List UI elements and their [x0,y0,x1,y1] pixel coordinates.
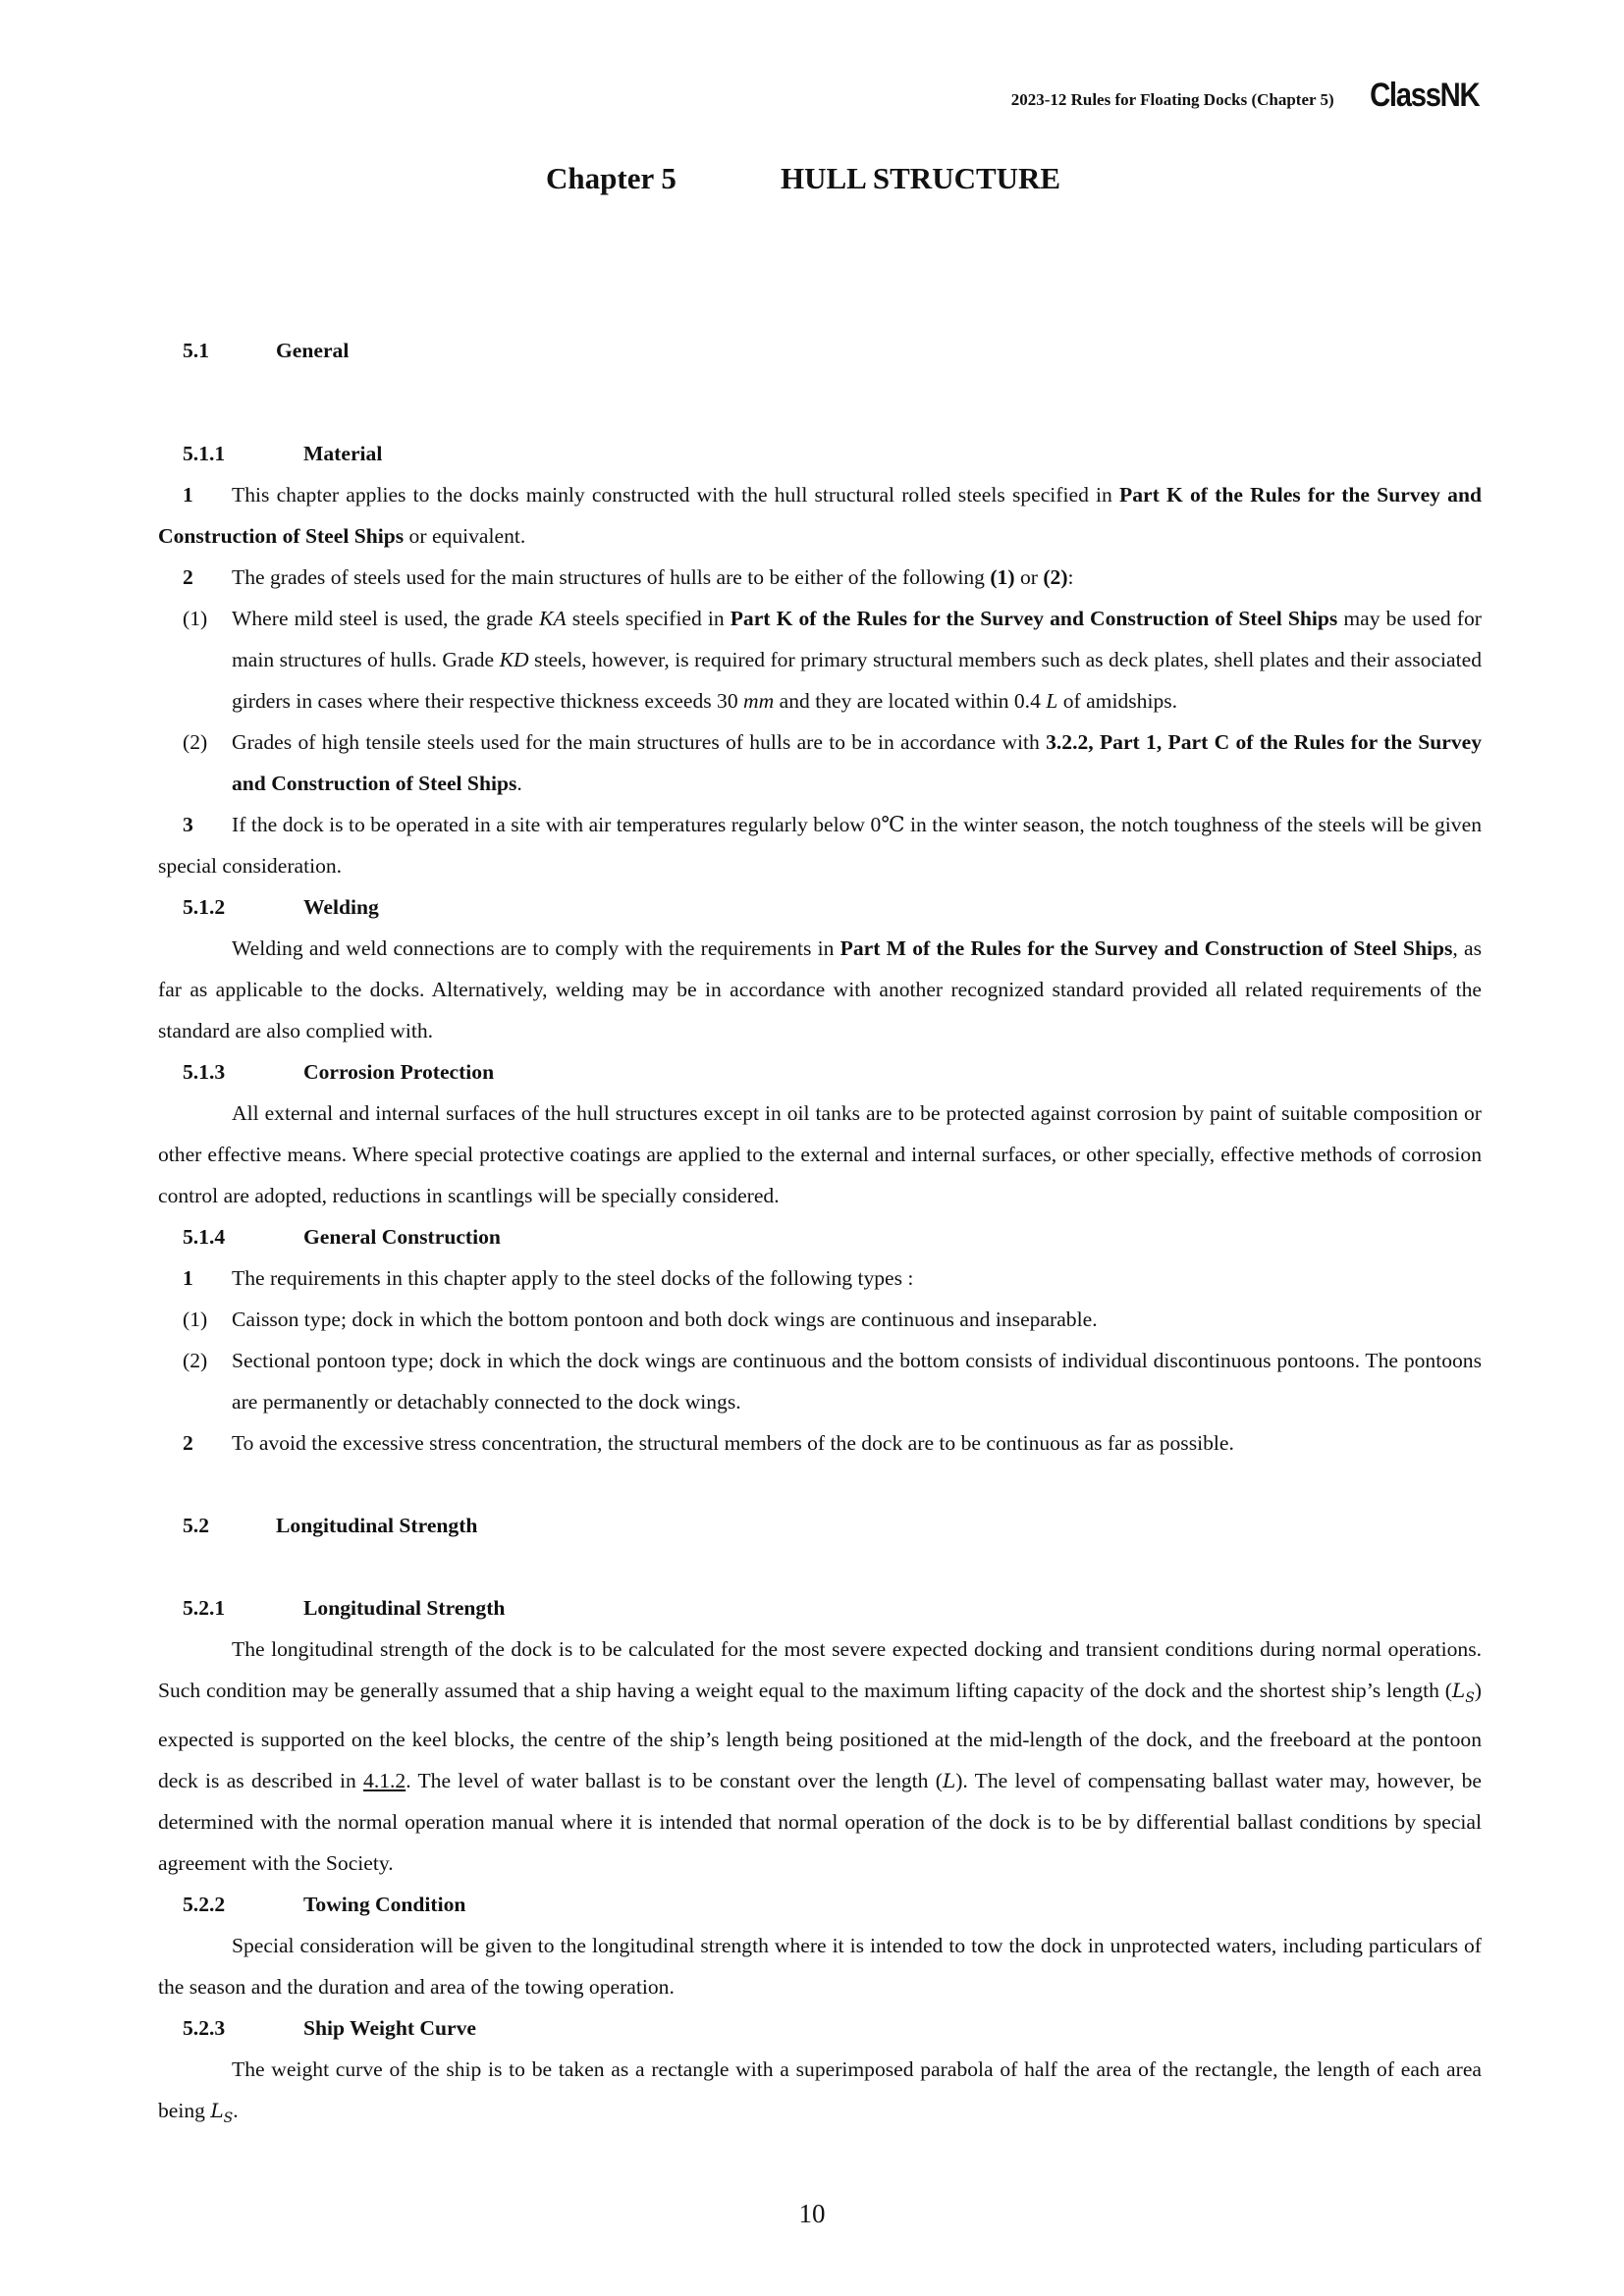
item-5-1-1-2-2: (2) Grades of high tensile steels used for the main structures of hulls are to be in accordance with 3.2.2, Part 1, Part C of the Rules for the Survey and Construction of Steel Ships. [183,730,1482,795]
paragraph-5-1-1-3: 3 If the dock is to be operated in a site with air temperatures regularly below 0℃ in the winter season, the notch toughness of the steels will be given special consideration. [158,813,1482,878]
paragraph-5-1-2: Welding and weld connections are to comply with the requirements in Part M of the Rules for the Survey and Construction of Steel Ships, as far as applicable to the docks. Alternatively, welding may be in accordance with another recognized standard provided all related requirements of the standard are also complied with. [158,936,1482,1042]
paragraph-5-2-1: The longitudinal strength of the dock is to be calculated for the most severe expected docking and transient conditions during normal operations. Such condition may be generally assumed that a ship having a weight equal to the maximum lifting capacity of the dock and the shortest ship’s length $(L_S)$ expected is supported on the keel blocks, the centre of the ship’s length being positioned at the mid-length of the dock, and the freeboard at the pontoon deck is as described in 4.1.2. The level of water ballast is to be constant over the length (L). The level of compensating ballast water may, however, be determined with the normal operation manual where it is intended that normal operation of the dock is to be by differential ballast conditions by special agreement with the Society. [158,1637,1482,1875]
page-header [1011,77,1479,115]
paragraph-5-1-1-2: 2 The grades of steels used for the main structures of hulls are to be either of the following (1) or (2): [183,565,1074,589]
subsection-5-2-1-heading: 5.2.1 Longitudinal Strength [183,1596,506,1620]
item-5-1-4-1-2: (2) Sectional pontoon type; dock in which the dock wings are continuous and the bottom consists of individual discontinuous pontoons. The pontoons are permanently or detachably connected to the dock wings. [183,1349,1482,1414]
subsection-5-1-1-heading: 5.1.1 Material [183,442,383,465]
chapter-number: Chapter 5 [546,161,677,195]
section-5-2-heading: 5.2 Longitudinal Strength [183,1514,478,1537]
section-5-1-heading: 5.1 General [183,339,350,362]
running-title: 2023-12 Rules for Floating Docks (Chapter 5) [1010,89,1334,109]
document-body [158,309,1482,2139]
classnk-logo: ClassNK [1369,77,1479,114]
subsection-5-2-3-heading: 5.2.3 Ship Weight Curve [183,2016,476,2040]
subsection-5-1-2-heading: 5.1.2 Welding [183,895,379,919]
paragraph-5-2-3: The weight curve of the ship is to be taken as a rectangle with a superimposed parabola of half the area of the rectangle, the length of each area being $L_S$. [158,2057,1482,2126]
subsection-5-1-3-heading: 5.1.3 Corrosion Protection [183,1060,495,1084]
paragraph-5-1-1-1: 1 This chapter applies to the docks mainly constructed with the hull structural rolled steels specified in Part K of the Rules for the Survey and Construction of Steel Ships or equivalent. [158,483,1482,548]
paragraph-5-1-4-2: 2 To avoid the excessive stress concentration, the structural members of the dock are to be continuous as far as possible. [183,1431,1234,1455]
paragraph-5-1-3: All external and internal surfaces of the hull structures except in oil tanks are to be protected against corrosion by paint of suitable composition or other effective means. Where special protective coatings are applied to the external and internal surfaces, or other specially, effective methods of corrosion control are adopted, reductions in scantlings will be specially considered. [158,1101,1482,1207]
paragraph-5-2-2: Special consideration will be given to the longitudinal strength where it is intended to tow the dock in unprotected waters, including particulars of the season and the duration and area of the towing operation. [158,1934,1482,1999]
paragraph-5-1-4-1: 1 The requirements in this chapter apply to the steel docks of the following types : [183,1266,914,1290]
subsection-5-1-4-heading: 5.1.4 General Construction [183,1225,501,1249]
item-5-1-1-2-1: (1) Where mild steel is used, the grade KA steels specified in Part K of the Rules for the Survey and Construction of Steel Ships may be used for main structures of hulls. Grade KD steels, however, is required for primary structural members such as deck plates, shell plates and their associated girders in cases where their respective thickness exceeds 30 mm and they are located within 0.4 L of amidships. [183,607,1482,713]
item-5-1-4-1-1: (1) Caisson type; dock in which the bottom pontoon and both dock wings are continuous and inseparable. [183,1308,1098,1331]
chapter-name: HULL STRUCTURE [781,161,1061,195]
subsection-5-2-2-heading: 5.2.2 Towing Condition [183,1893,466,1916]
page-number: 10 [798,2199,826,2228]
cross-reference-link[interactable]: 4.1.2 [363,1769,406,1792]
